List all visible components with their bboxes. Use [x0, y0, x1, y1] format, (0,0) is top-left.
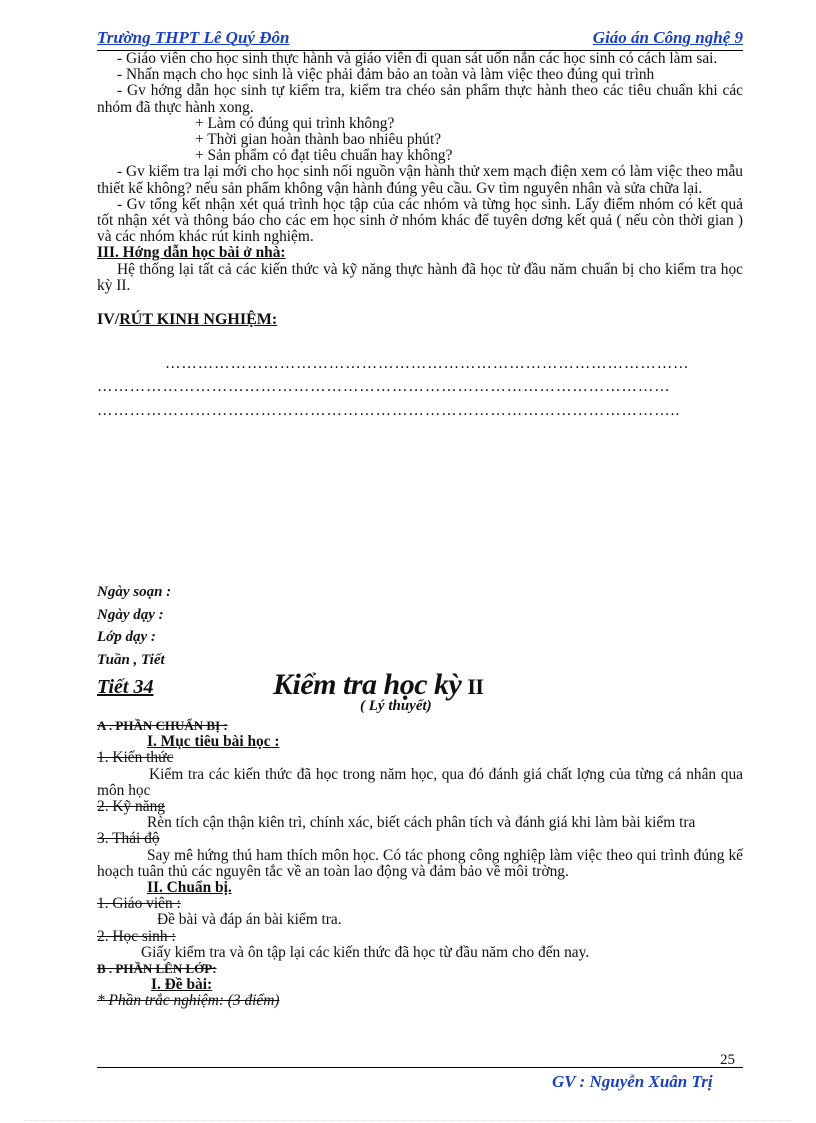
lesson-title-number: II [467, 674, 484, 699]
sub-heading: 2. Kỹ năng [97, 798, 165, 816]
paragraph: Hệ thống lại tất cả các kiến thức và kỹ năng thực hành đã học từ đầu năm chuẩn bị cho kiểm tra học kỳ II. [97, 260, 743, 294]
sub-heading: 1. Kiến thức [97, 749, 174, 767]
meta-ngay-soan: Ngày soạn : [97, 584, 172, 600]
paragraph: - Gv tổng kết nhận xét quá trình học tập của các nhóm và từng học sinh. Lấy điểm nhóm có kết quả tốt nhận xét và thông báo cho các em học sinh ở nhóm khác để tuyên dơng kết quả ( nếu còn thời gian ) và các nhóm khác rút kinh nghiệm. [97, 195, 743, 246]
dotted-line: …………………………………………………………………………………… [165, 356, 690, 373]
sub-heading: * Phần trắc nghiệm: (3 điểm) [97, 992, 280, 1010]
section-heading: III. Hớng dẫn học bài ở nhà: [97, 244, 286, 262]
section-heading: I. Đề bài: [151, 976, 213, 994]
page-header [97, 28, 743, 51]
paragraph: Giấy kiểm tra và ôn tập lại các kiến thức đã học từ đầu năm cho đến nay. [141, 943, 590, 961]
lesson-subtitle: ( Lý thuyết) [360, 698, 432, 714]
lesson-number: Tiết 34 [97, 676, 154, 698]
page-edge [24, 1120, 792, 1121]
heading-prefix: IV/ [97, 311, 120, 329]
heading-title: RÚT KINH NGHIỆM: [119, 311, 278, 329]
meta-tuan-tiet: Tuần , Tiết [97, 652, 165, 668]
paragraph: Đề bài và đáp án bài kiểm tra. [157, 911, 342, 929]
subject-name: Giáo án Công nghệ 9 [592, 28, 743, 47]
lesson-title [273, 668, 483, 702]
check-item: + Sản phẩm có đạt tiêu chuẩn hay không? [195, 147, 453, 165]
teacher-name: GV : Nguyễn Xuân Trị [552, 1072, 713, 1091]
dotted-line: …………………………………………………………………………………………… [97, 379, 671, 396]
footer-rule [97, 1067, 743, 1068]
paragraph: - Gv hớng dẫn học sinh tự kiểm tra, kiểm tra chéo sản phẩm thực hành theo các tiêu chuẩn khi các nhóm đã thực hành xong. [97, 82, 743, 116]
sub-heading: 1. Giáo viên : [97, 895, 181, 913]
part-heading: A . PHẦN CHUẨN BỊ : [97, 718, 228, 733]
sub-heading: 3. Thái độ [97, 830, 160, 848]
part-heading: B . PHẦN LÊN LỚP: [97, 961, 217, 977]
paragraph: - Gv kiểm tra lại mới cho học sinh nối nguồn vận hành thử xem mạch điện xem có làm việc theo mẫu thiết kế không? nếu sản phẩm không vận hành đúng yêu cầu. Gv tìm nguyên nhân và sửa chữa lại. [97, 163, 743, 197]
lesson-title-text: Kiểm tra học kỳ [273, 668, 462, 701]
check-item: + Làm có đúng qui trình không? [195, 114, 395, 132]
section-heading [97, 312, 743, 328]
paragraph: Say mê hứng thú ham thích môn học. Có tác phong công nghiệp làm việc theo qui trình đúng kế hoạch tuân thủ các nguyên tắc về an toàn lao động và đảm bảo về môi trờng. [97, 846, 743, 880]
paragraph: - Nhấn mạch cho học sinh là việc phải đảm bảo an toàn và làm việc theo đúng qui trình [117, 66, 655, 84]
lesson-continuation [97, 51, 743, 419]
paragraph: - Giáo viên cho học sinh thực hành và giáo viên đi quan sát uốn nắn các học sinh có cách làm sai. [117, 50, 718, 67]
school-name: Trường THPT Lê Quý Đôn [97, 28, 290, 47]
meta-ngay-day: Ngày dạy : [97, 607, 164, 623]
paragraph: Kiểm tra các kiến thức đã học trong năm học, qua đó đánh giá chất lợng của từng cá nhân qua môn học [97, 765, 743, 799]
section-heading: II. Chuẩn bị. [147, 879, 232, 897]
paragraph: Rèn tích cận thận kiên trì, chính xác, biết cách phân tích và đánh giá khi làm bài kiểm tra [147, 814, 696, 832]
meta-lop-day: Lớp dạy : [97, 629, 156, 645]
lesson-plan [97, 718, 743, 1010]
dotted-line: …………………………………………………………………………………………….. [97, 402, 681, 419]
section-heading: I. Mục tiêu bài học : [147, 733, 280, 751]
check-item: + Thời gian hoàn thành bao nhiêu phút? [195, 131, 442, 149]
page-number: 25 [720, 1052, 735, 1068]
sub-heading: 2. Học sinh : [97, 927, 176, 945]
